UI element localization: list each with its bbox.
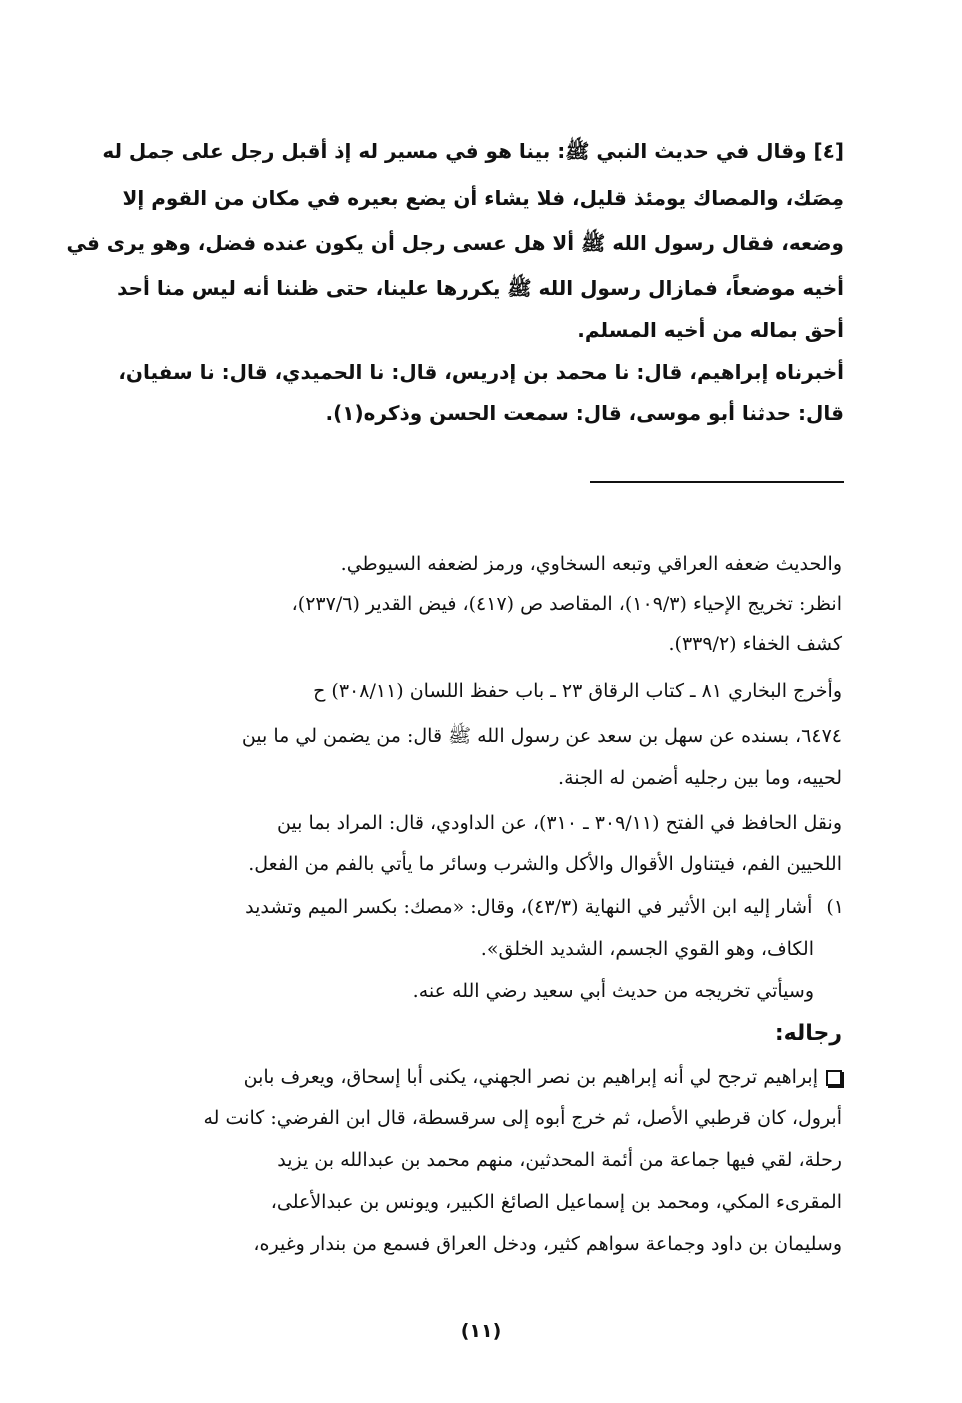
footnote-line-3: كشف الخفاء (٣٣٩/٢).	[668, 633, 842, 655]
main-line-7: قال: حدثنا أبو موسى، قال: سمعت الحسن وذكره(١).	[325, 401, 844, 425]
rijal-line-4: المقرىء المكي، ومحمد بن إسماعيل الصائغ الكبير، ويونس بن عبدالأعلى،	[270, 1191, 842, 1213]
main-line-2: مِصَك، والمصاك يومئذ قليل، فلا يشاء أن يضع بعيره في مكان من القوم إلا	[122, 186, 844, 210]
footnote-divider	[590, 481, 844, 483]
footnote-line-7: ونقل الحافظ في الفتح (٣٠٩/١١ ـ ٣١٠)، عن الداودي، قال: المراد بما بين	[276, 812, 842, 834]
footnote-1-line-3: وسيأتي تخريجه من حديث أبي سعيد رضي الله عنه.	[412, 980, 814, 1002]
footnote-number: ١)	[826, 896, 844, 918]
footnote-line-2: انظر: تخريج الإحياء (١٠٩/٣)، المقاصد ص (٤١٧)، فيض القدير (٢٣٧/٦)،	[291, 593, 842, 615]
footnote-line-8: اللحيين الفم، فيتناول الأقوال والأكل والشرب وسائر ما يأتي بالفم من الفعل.	[248, 853, 842, 875]
footnote-1-line-2: الكاف، وهو القوي الجسم، الشديد الخلق».	[480, 938, 814, 960]
main-line-4: أخيه موضعاً، فمازال رسول الله ﷺ يكررها علينا، حتى ظننا أنه ليس منا أحد	[117, 276, 844, 300]
footnote-line-5: ٦٤٧٤، بسنده عن سهل بن سعد عن رسول الله ﷺ قال: من يضمن لي ما بين	[241, 725, 842, 747]
main-line-1: [٤] وقال في حديث النبي ﷺ: بينا هو في مسير له إذ أقبل رجل على جمل له	[102, 139, 844, 163]
main-line-6: أخبرناه إبراهيم، قال: نا محمد بن إدريس، قال: نا الحميدي، قال: نا سفيان،	[118, 360, 844, 384]
main-line-5: أحق بماله من أخيه المسلم.	[577, 318, 844, 342]
section-heading-rijal: رجاله:	[774, 1021, 842, 1046]
footnote-1-line-1: أشار إليه ابن الأثير في النهاية (٤٣/٣)، وقال: «مصك: بكسر الميم وتشديد	[245, 896, 813, 918]
footnote-1	[0, 896, 962, 918]
rijal-line-1-text: إبراهيم ترجح لي أنه إبراهيم بن نصر الجهني، يكنى أبا إسحاق، ويعرف بابن	[243, 1066, 818, 1088]
rijal-line-5: وسليمان بن داود وجماعة سواهم كثير، ودخل العراق فسمع من بندار وغيره،	[253, 1233, 842, 1255]
footnote-line-4: وأخرج البخاري ٨١ ـ كتاب الرقاق ٢٣ ـ باب حفظ اللسان (٣٠٨/١١) ح	[313, 680, 842, 702]
rijal-line-2: أبرول، كان قرطبي الأصل، ثم خرج أبوه إلى سرقسطة، قال ابن الفرضي: كانت له	[203, 1107, 842, 1129]
checkbox-bullet-icon	[826, 1070, 842, 1086]
page-number: (١١)	[460, 1320, 502, 1342]
footnote-line-1: والحديث ضعفه العراقي وتبعه السخاوي، ورمز لضعفه السيوطي.	[340, 553, 842, 575]
rijal-line-3: رحلة، لقي فيها جماعة من أئمة المحدثين، منهم محمد بن عبدالله بن يزيد	[277, 1149, 842, 1171]
footnote-line-6: لحييه، وما بين رجليه أضمن له الجنة.	[558, 767, 842, 789]
rijal-line-1	[0, 1066, 962, 1088]
main-line-3: وضعه، فقال رسول الله ﷺ ألا هل عسى رجل أن يكون عنده فضل، وهو يرى في	[66, 231, 844, 255]
